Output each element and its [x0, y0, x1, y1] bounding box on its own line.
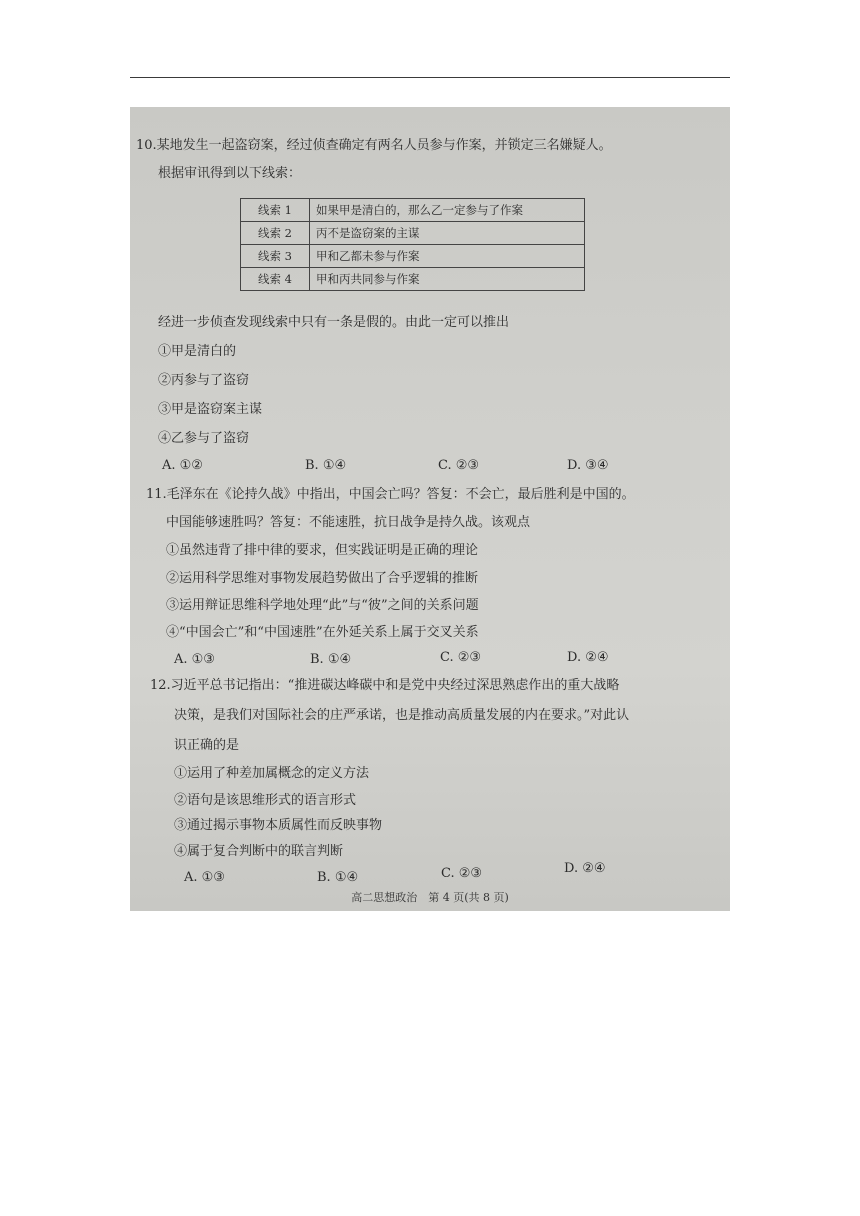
q10-option-d[interactable]: D. ③④	[567, 458, 609, 473]
q10-clue-table	[240, 198, 585, 291]
q10-item-1: ①甲是清白的	[158, 344, 237, 359]
header-rule	[130, 77, 730, 78]
q11-item-4: ④“中国会亡”和“中国速胜”在外延关系上属于交叉关系	[166, 625, 479, 640]
q11-item-3: ③运用辩证思维科学地处理“此”与“彼”之间的关系问题	[166, 598, 479, 613]
q12-stem-line3: 识正确的是	[174, 738, 240, 753]
clue-key: 线索 4	[241, 268, 310, 291]
q11-stem-line2: 中国能够速胜吗？答复：不能速胜，抗日战争是持久战。该观点	[166, 515, 531, 530]
clue-row	[241, 199, 585, 222]
q10-stem-line2: 根据审讯得到以下线索：	[158, 166, 302, 181]
clue-row	[241, 222, 585, 245]
clue-text: 如果甲是清白的，那么乙一定参与了作案	[310, 199, 585, 222]
q11-item-1: ①虽然违背了排中律的要求，但实践证明是正确的理论	[166, 543, 479, 558]
q12-option-a[interactable]: A. ①③	[184, 870, 225, 885]
page-footer: 高二思想政治 第 4 页(共 8 页)	[351, 891, 509, 904]
q12-option-c[interactable]: C. ②③	[441, 866, 483, 881]
clue-text: 甲和乙都未参与作案	[310, 245, 585, 268]
q12-item-4: ④属于复合判断中的联言判断	[174, 844, 344, 859]
clue-key: 线索 2	[241, 222, 310, 245]
clue-row	[241, 268, 585, 291]
clue-key: 线索 3	[241, 245, 310, 268]
q11-option-c[interactable]: C. ②③	[440, 650, 482, 665]
q10-option-b[interactable]: B. ①④	[305, 458, 347, 473]
q12-item-2: ②语句是该思维形式的语言形式	[174, 793, 357, 808]
q12-item-1: ①运用了种差加属概念的定义方法	[174, 766, 370, 781]
clue-text: 甲和丙共同参与作案	[310, 268, 585, 291]
q12-item-3: ③通过揭示事物本质属性而反映事物	[174, 818, 383, 833]
clue-key: 线索 1	[241, 199, 310, 222]
q10-option-a[interactable]: A. ①②	[162, 458, 203, 473]
q11-option-a[interactable]: A. ①③	[174, 652, 215, 667]
q10-item-3: ③甲是盗窃案主谋	[158, 402, 263, 417]
q12-option-b[interactable]: B. ①④	[317, 870, 359, 885]
q12-stem-line2: 决策，是我们对国际社会的庄严承诺，也是推动高质量发展的内在要求。”对此认	[174, 708, 630, 723]
q10-item-4: ④乙参与了盗窃	[158, 431, 250, 446]
q12-stem-line1: 12.习近平总书记指出：“推进碳达峰碳中和是党中央经过深思熟虑作出的重大战略	[150, 678, 620, 693]
q11-option-d[interactable]: D. ②④	[567, 650, 609, 665]
clue-text: 丙不是盗窃案的主谋	[310, 222, 585, 245]
q10-option-c[interactable]: C. ②③	[438, 458, 480, 473]
q11-stem-line1: 11.毛泽东在《论持久战》中指出，中国会亡吗？答复：不会亡，最后胜利是中国的。	[146, 487, 635, 502]
exam-page-photo	[130, 107, 730, 911]
q10-item-2: ②丙参与了盗窃	[158, 373, 250, 388]
q10-stem-line1: 10.某地发生一起盗窃案，经过侦查确定有两名人员参与作案，并锁定三名嫌疑人。	[136, 138, 612, 153]
clue-row	[241, 245, 585, 268]
q12-option-d[interactable]: D. ②④	[564, 861, 606, 876]
q11-item-2: ②运用科学思维对事物发展趋势做出了合乎逻辑的推断	[166, 571, 479, 586]
q11-option-b[interactable]: B. ①④	[310, 652, 352, 667]
q10-condition: 经进一步侦查发现线索中只有一条是假的。由此一定可以推出	[158, 315, 510, 330]
